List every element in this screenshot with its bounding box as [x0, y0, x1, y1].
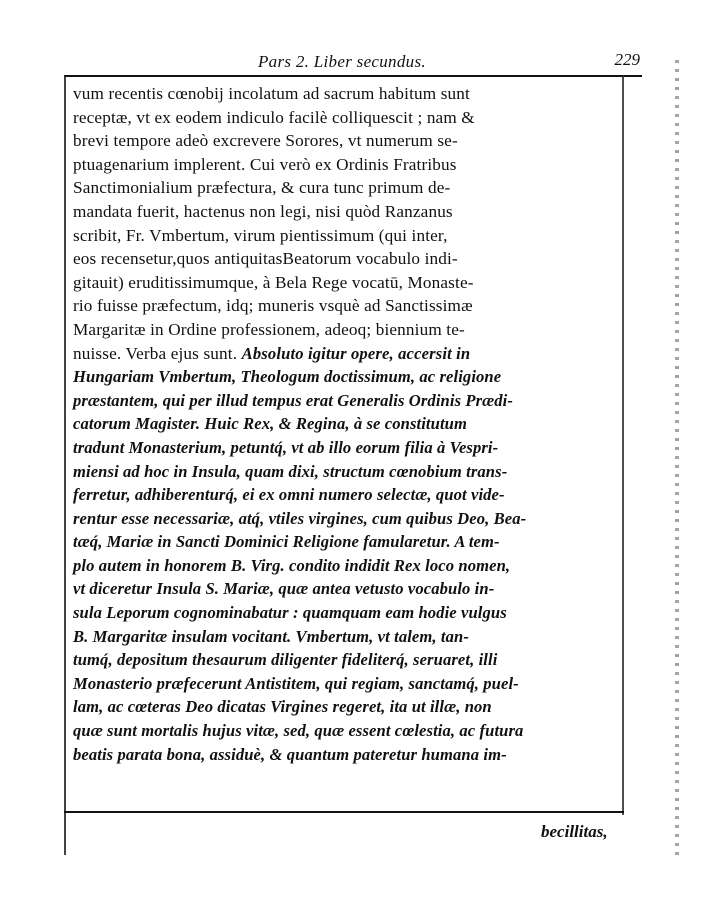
text-line: B. Margaritæ insulam vocitant. Vmbertum, vt talem, tan- — [73, 626, 469, 646]
text-line: beatis parata bona, assiduè, & quantum pateretur humana im- — [73, 744, 507, 764]
text-line: Hungariam Vmbertum, Theologum doctissimum, ac religione — [73, 367, 502, 387]
catchword: becillitas, — [541, 822, 608, 841]
text-line: vt diceretur Insula S. Mariæ, quæ antea vetusto vocabulo in- — [73, 579, 495, 599]
scan-edge-artifact — [675, 60, 679, 860]
text-line: sula Leporum cognominabatur : quamquam eam hodie vulgus — [73, 603, 507, 623]
text-line: tradunt Monasterium, petuntq́, vt ab illo eorum filia à Vespri- — [73, 437, 499, 457]
text-line: rentur esse necessariæ, atq́, vtiles virgines, cum quibus Deo, Bea- — [73, 508, 527, 528]
text-line: lam, ac cœteras Deo dicatas Virgines regeret, ita ut illæ, non — [73, 697, 492, 717]
running-head: Pars 2. Liber secundus. — [258, 52, 426, 71]
text-line: ptuagenarium implerent. Cui verò ex Ordinis Fratribus — [73, 154, 457, 174]
text-line: mandata fuerit, hactenus non legi, nisi quòd Ranzanus — [73, 201, 453, 221]
footer-rule — [64, 811, 624, 813]
body-text — [73, 82, 623, 766]
text-line-roman-part: nuisse. Verba ejus sunt. — [73, 343, 242, 363]
text-line: Monasterio præfecerunt Antistitem, qui regiam, sanctamq́, puel- — [73, 673, 519, 693]
text-line: rio fuisse præfectum, idq; muneris vsquè ad Sanctissimæ — [73, 296, 473, 316]
text-line: tæq́, Mariæ in Sancti Dominici Religione famularetur. A tem- — [73, 532, 500, 552]
text-line: miensi ad hoc in Insula, quam dixi, structum cœnobium trans- — [73, 461, 508, 481]
text-line: præstantem, qui per illud tempus erat Generalis Ordinis Prædi- — [73, 390, 513, 410]
text-line: Margaritæ in Ordine professionem, adeoq; biennium te- — [73, 319, 465, 339]
page-number: 229 — [614, 50, 640, 69]
text-line: receptæ, vt ex eodem indiculo facilè colliquescit ; nam & — [73, 107, 475, 127]
text-line — [73, 342, 623, 366]
header-rule — [64, 75, 642, 77]
text-line: Sanctimonialium præfectura, & cura tunc primum de- — [73, 178, 451, 198]
left-margin-rule — [64, 75, 66, 855]
text-line: brevi tempore adeò excrevere Sorores, vt numerum se- — [73, 131, 458, 151]
text-line: quæ sunt mortalis hujus vitæ, sed, quæ essent cœlestia, ac futura — [73, 721, 524, 741]
text-line: vum recentis cœnobij incolatum ad sacrum habitum sunt — [73, 84, 470, 103]
text-line: plo autem in honorem B. Virg. condito indidit Rex loco nomen, — [73, 555, 511, 575]
text-line: eos recensetur,quos antiquitasBeatorum vocabulo indi- — [73, 249, 458, 269]
text-line: catorum Magister. Huic Rex, & Regina, à se constitutum — [73, 414, 468, 434]
text-line: gitauit) eruditissimumque, à Bela Rege vocatū, Monaste- — [73, 272, 474, 292]
text-line: tumq́, depositum thesaurum diligenter fideliterq́, seruaret, illi — [73, 650, 498, 670]
text-line: scribit, Fr. Vmbertum, virum pientissimum (qui inter, — [73, 225, 448, 245]
text-line-italic-part: Absoluto igitur opere, accersit in — [241, 343, 471, 363]
page-header — [70, 50, 640, 76]
text-line: ferretur, adhiberenturq́, ei ex omni numero selectæ, quot vide- — [73, 485, 505, 505]
